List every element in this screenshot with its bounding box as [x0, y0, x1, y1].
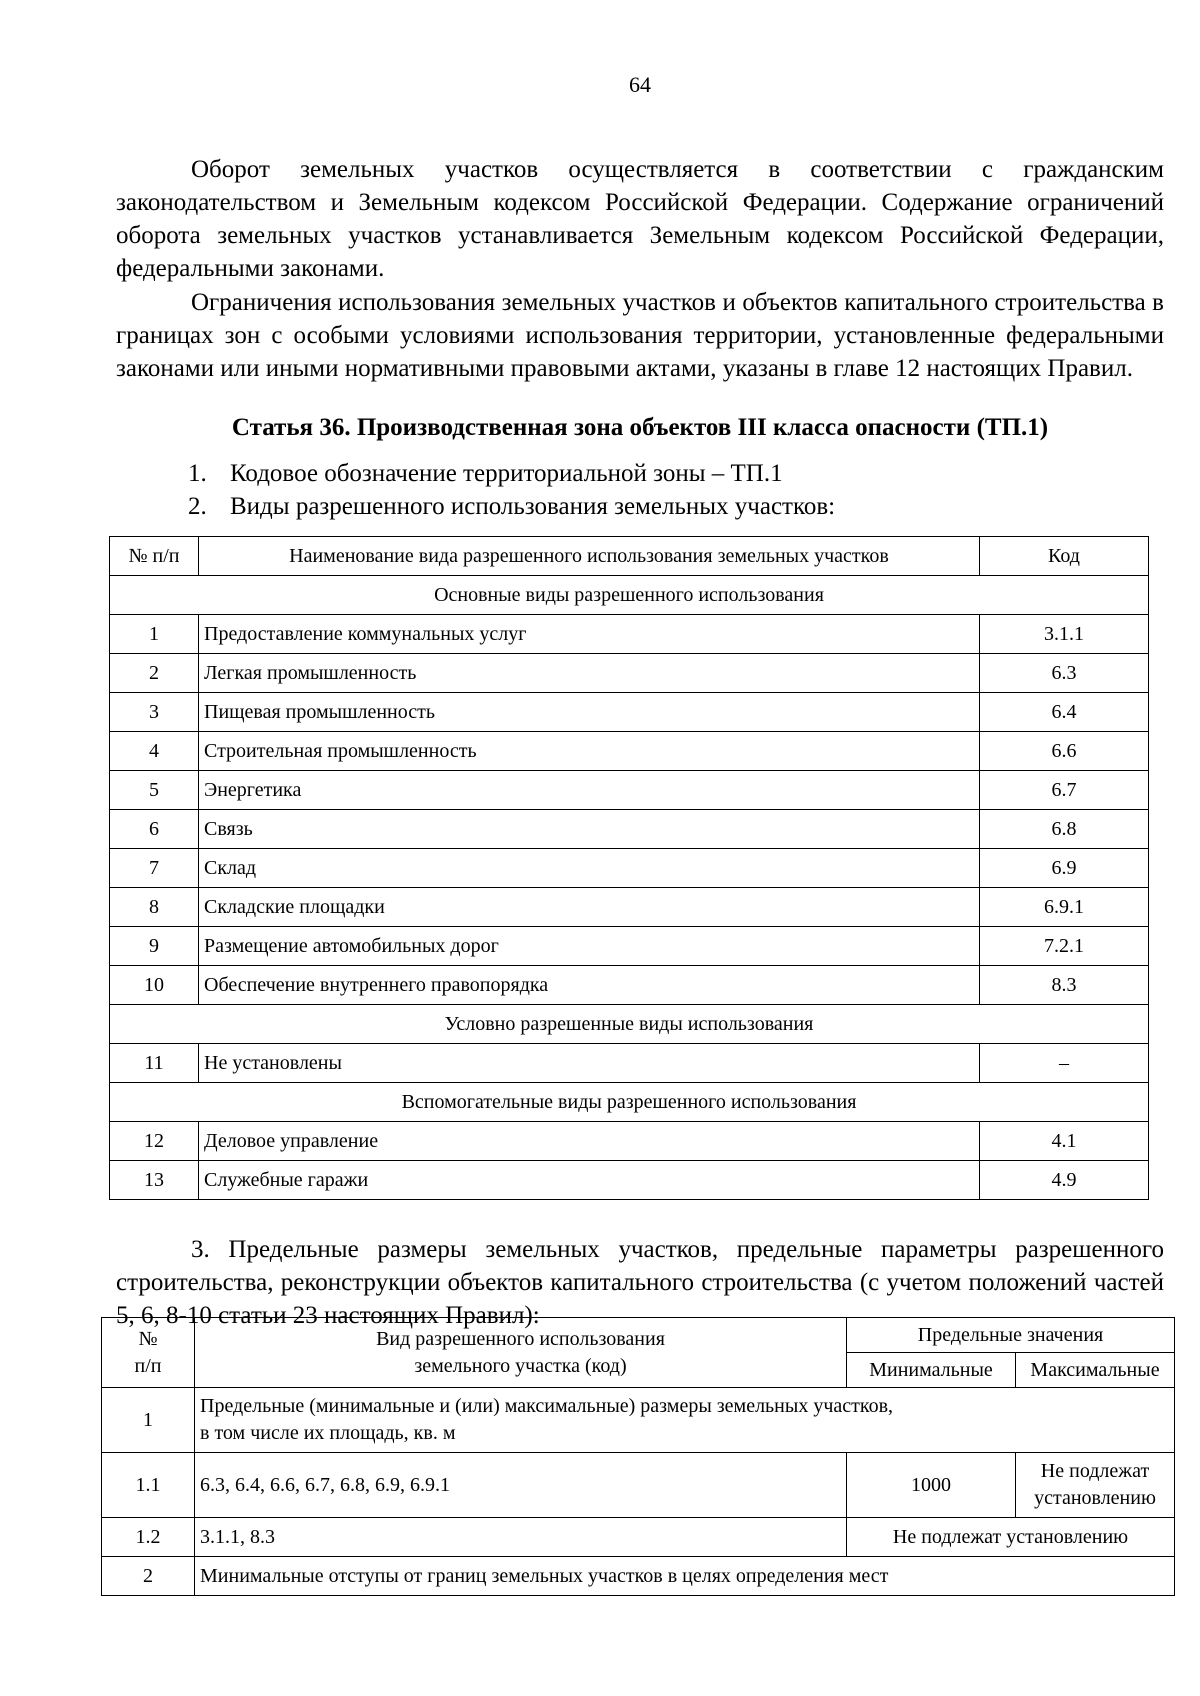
row-num: 1.2: [102, 1518, 195, 1557]
row-min: 1000: [847, 1453, 1016, 1518]
table-row: [110, 888, 1149, 927]
row-max-line1: Не подлежат: [1040, 1460, 1150, 1482]
row-code: –: [980, 1044, 1149, 1083]
row-num: 2: [102, 1557, 195, 1596]
table-header-row: [102, 1318, 1175, 1353]
list-item-number: 1.: [188, 460, 207, 487]
row-name: Связь: [199, 810, 980, 849]
table-row: [110, 810, 1149, 849]
section-row: [110, 1005, 1149, 1044]
paragraph-land-turnover: Оборот земельных участков осуществляется в соответствии с гражданским законодательством и Земельным кодексом Российской Федерации. Содержание ограничений оборота земельных участков устанавливается Земельным кодексом Российской Федерации, федеральными законами.: [116, 156, 1164, 282]
row-num: 7: [110, 849, 199, 888]
row-name: Склад: [199, 849, 980, 888]
table-header-row: [110, 537, 1149, 576]
section-row: [110, 1083, 1149, 1122]
section-conditional-uses: Условно разрешенные виды использования: [110, 1005, 1149, 1044]
table-row: [110, 615, 1149, 654]
row-text: [195, 1388, 1175, 1453]
table-row: [110, 1122, 1149, 1161]
list-item-text: Виды разрешенного использования земельных участков:: [230, 493, 836, 520]
table-row: [110, 693, 1149, 732]
row-name: Пищевая промышленность: [199, 693, 980, 732]
table-row: [102, 1557, 1175, 1596]
list-item-text: Кодовое обозначение территориальной зоны – ТП.1: [230, 460, 783, 487]
row-max: [1016, 1453, 1175, 1518]
row-num: 10: [110, 966, 199, 1005]
row-num: 2: [110, 654, 199, 693]
table-row: [102, 1388, 1175, 1453]
table-row: [110, 732, 1149, 771]
row-num: 8: [110, 888, 199, 927]
row-text-line1: Предельные (минимальные и (или) максимальные) размеры земельных участков,: [200, 1395, 894, 1417]
row-code: 7.2.1: [980, 927, 1149, 966]
row-codes: 3.1.1, 8.3: [195, 1518, 847, 1557]
table-row: [110, 1161, 1149, 1200]
header-num-line1: №: [138, 1327, 158, 1350]
row-name: Легкая промышленность: [199, 654, 980, 693]
row-name: Деловое управление: [199, 1122, 980, 1161]
row-num: 6: [110, 810, 199, 849]
list-item: [188, 460, 783, 488]
header-limit-values: Предельные значения: [847, 1318, 1175, 1353]
row-text-line2: в том числе их площадь, кв. м: [200, 1422, 456, 1444]
row-name: Размещение автомобильных дорог: [199, 927, 980, 966]
header-min: Минимальные: [847, 1353, 1016, 1388]
list-item-number: 2.: [188, 493, 207, 520]
header-use-type-line2: земельного участка (код): [414, 1354, 627, 1377]
header-code: Код: [980, 537, 1149, 576]
row-codes: 6.3, 6.4, 6.6, 6.7, 6.8, 6.9, 6.9.1: [195, 1453, 847, 1518]
header-name: Наименование вида разрешенного использования земельных участков: [199, 537, 980, 576]
row-num: 4: [110, 732, 199, 771]
row-num: 1: [110, 615, 199, 654]
row-code: 6.7: [980, 771, 1149, 810]
header-num: № п/п: [110, 537, 199, 576]
row-num: 1: [102, 1388, 195, 1453]
row-code: 4.1: [980, 1122, 1149, 1161]
table-row: [110, 1044, 1149, 1083]
limit-values-table: [101, 1317, 1175, 1596]
section-auxiliary-uses: Вспомогательные виды разрешенного использования: [110, 1083, 1149, 1122]
row-code: 6.9.1: [980, 888, 1149, 927]
paragraph-limit-parameters: 3. Предельные размеры земельных участков, предельные параметры разрешенного строительства, реконструкции объектов капитального строительства (с учетом положений частей 5, 6, 8-10 статьи 23 настоящих Правил):: [116, 1236, 1164, 1329]
row-name: Предоставление коммунальных услуг: [199, 615, 980, 654]
row-code: 6.9: [980, 849, 1149, 888]
table-row: [110, 927, 1149, 966]
header-use-type-line1: Вид разрешенного использования: [376, 1327, 665, 1350]
row-num: 9: [110, 927, 199, 966]
row-max-line2: установлению: [1034, 1487, 1156, 1509]
row-name: Служебные гаражи: [199, 1161, 980, 1200]
row-code: 6.8: [980, 810, 1149, 849]
section-main-uses: Основные виды разрешенного использования: [110, 576, 1149, 615]
row-code: 3.1.1: [980, 615, 1149, 654]
article-title: Статья 36. Производственная зона объектов III класса опасности (ТП.1): [231, 414, 1049, 441]
table-row: [110, 654, 1149, 693]
row-name: Складские площадки: [199, 888, 980, 927]
row-num: 12: [110, 1122, 199, 1161]
row-num: 3: [110, 693, 199, 732]
table-row: [110, 966, 1149, 1005]
page-number: 64: [629, 72, 651, 97]
row-num: 11: [110, 1044, 199, 1083]
row-name: Энергетика: [199, 771, 980, 810]
row-value: Не подлежат установлению: [847, 1518, 1175, 1557]
row-text: Минимальные отступы от границ земельных участков в целях определения мест: [195, 1557, 1175, 1596]
row-name: Не установлены: [199, 1044, 980, 1083]
row-code: 6.3: [980, 654, 1149, 693]
row-code: 6.4: [980, 693, 1149, 732]
header-num-line2: п/п: [134, 1354, 162, 1377]
header-num: [102, 1318, 195, 1388]
row-code: 4.9: [980, 1161, 1149, 1200]
row-name: Строительная промышленность: [199, 732, 980, 771]
table-row: [102, 1518, 1175, 1557]
header-use-type: [195, 1318, 847, 1388]
section-row: [110, 576, 1149, 615]
paragraph-usage-restrictions: Ограничения использования земельных участков и объектов капитального строительства в границах зон с особыми условиями использования территории, установленные федеральными законами или иными нормативными правовыми актами, указаны в главе 12 настоящих Правил.: [116, 289, 1164, 382]
table-row: [102, 1453, 1175, 1518]
row-code: 8.3: [980, 966, 1149, 1005]
header-max: Максимальные: [1016, 1353, 1175, 1388]
row-num: 1.1: [102, 1453, 195, 1518]
table-row: [110, 849, 1149, 888]
permitted-uses-table: [109, 536, 1149, 1200]
list-item: [188, 493, 835, 521]
row-num: 5: [110, 771, 199, 810]
row-code: 6.6: [980, 732, 1149, 771]
row-num: 13: [110, 1161, 199, 1200]
row-name: Обеспечение внутреннего правопорядка: [199, 966, 980, 1005]
table-row: [110, 771, 1149, 810]
